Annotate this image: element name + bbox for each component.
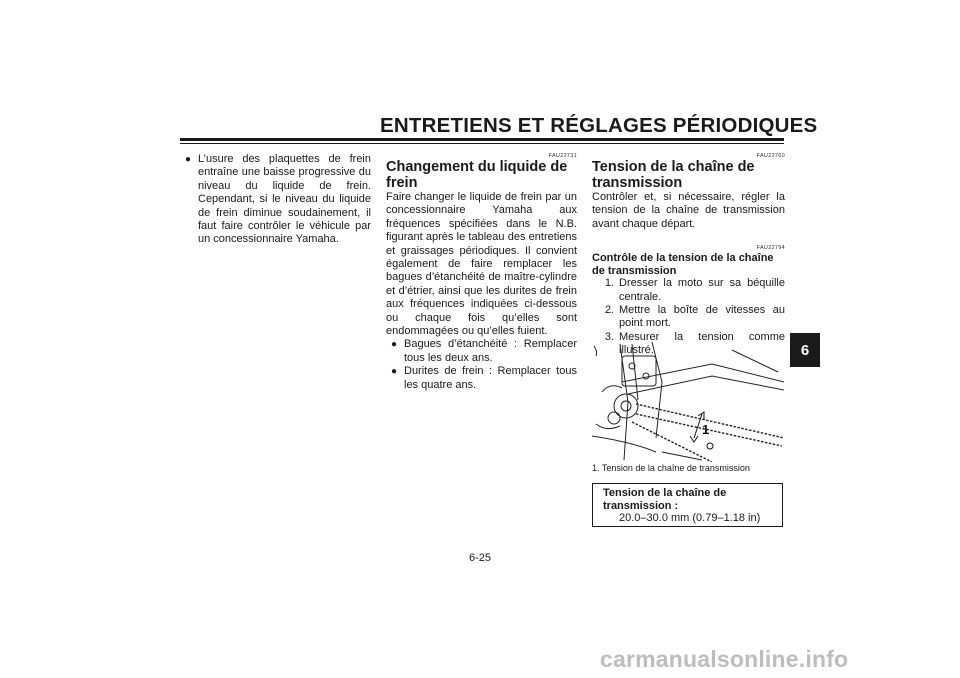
section-paragraph: Contrôler et, si nécessaire, régler la tension de la chaîne de transmission avant chaque départ. [592,191,785,230]
watermark: carmanualsonline.info [600,646,849,672]
subsection-heading: Contrôle de la tension de la chaîne de transmission [592,252,774,277]
bullet-text: L’usure des plaquettes de frein entraîne une baisse progressive du niveau du liquide de frein. Cependant, si le niveau du liquide de frein diminue soudainement, il faut faire contrôler le véhicule par un concessionnaire Yamaha. [198,153,371,246]
header-rule [180,138,784,141]
step-text: Mesurer la tension comme illustré. [619,330,785,357]
figure-callout-label: 1 [702,422,710,437]
list-item [391,365,577,392]
bullet-text: Bagues d’étanchéité : Remplacer tous les deux ans. [404,338,577,364]
figure-caption: 1. Tension de la chaîne de transmission [592,463,750,473]
spec-value: 20.0–30.0 mm (0.79–1.18 in) [619,512,761,524]
step-number: 1. [604,277,614,290]
section-code: FAU22794 [756,245,785,252]
section-heading-chain-tension: Tension de la chaîne de transmission [592,159,755,191]
page-title: ENTRETIENS ET RÉGLAGES PÉRIODIQUES [380,114,818,137]
step-item [592,277,785,304]
step-text: Dresser la moto sur sa béquille centrale. [619,277,785,303]
page-number: 6-25 [468,552,492,564]
chapter-tab: 6 [790,333,820,367]
bullet-dot-icon: ● [391,339,398,351]
column-2 [386,153,577,392]
step-number: 2. [604,304,614,317]
list-item [185,153,371,247]
header-rule-thin [180,143,784,144]
step-number: 3. [604,330,614,343]
column-1 [185,153,371,247]
bullet-dot-icon: ● [391,366,398,378]
column-3 [592,153,785,358]
section-code: FAU22731 [548,153,577,159]
section-heading-brake-fluid: Changement du liquide de frein [386,159,568,191]
step-item [592,304,785,331]
step-text: Mettre la boîte de vitesses au point mort. [619,304,785,330]
chain-illustration-svg [592,342,784,462]
bullet-text: Durites de frein : Remplacer tous les quatre ans. [404,365,577,391]
bullet-dot-icon: ● [185,154,192,165]
spec-box [592,483,783,527]
section-code: FAU22760 [756,153,785,159]
chain-illustration [592,342,784,462]
spec-label: Tension de la chaîne de transmission : [603,487,727,512]
list-item [391,338,577,365]
section-paragraph: Faire changer le liquide de frein par un concessionnaire Yamaha aux fréquences spécifiées dans le N.B. figurant après le tableau des entretiens et graissages périodiques. Il convient également de faire remplacer les bagues d’étanchéité de maître-cylindre et d’étrier, ainsi que les durites de frein aux fréquences indiquées ci-dessous ou chaque fois qu’elles sont endommagées ou qu’elles fuient. [386,191,577,338]
